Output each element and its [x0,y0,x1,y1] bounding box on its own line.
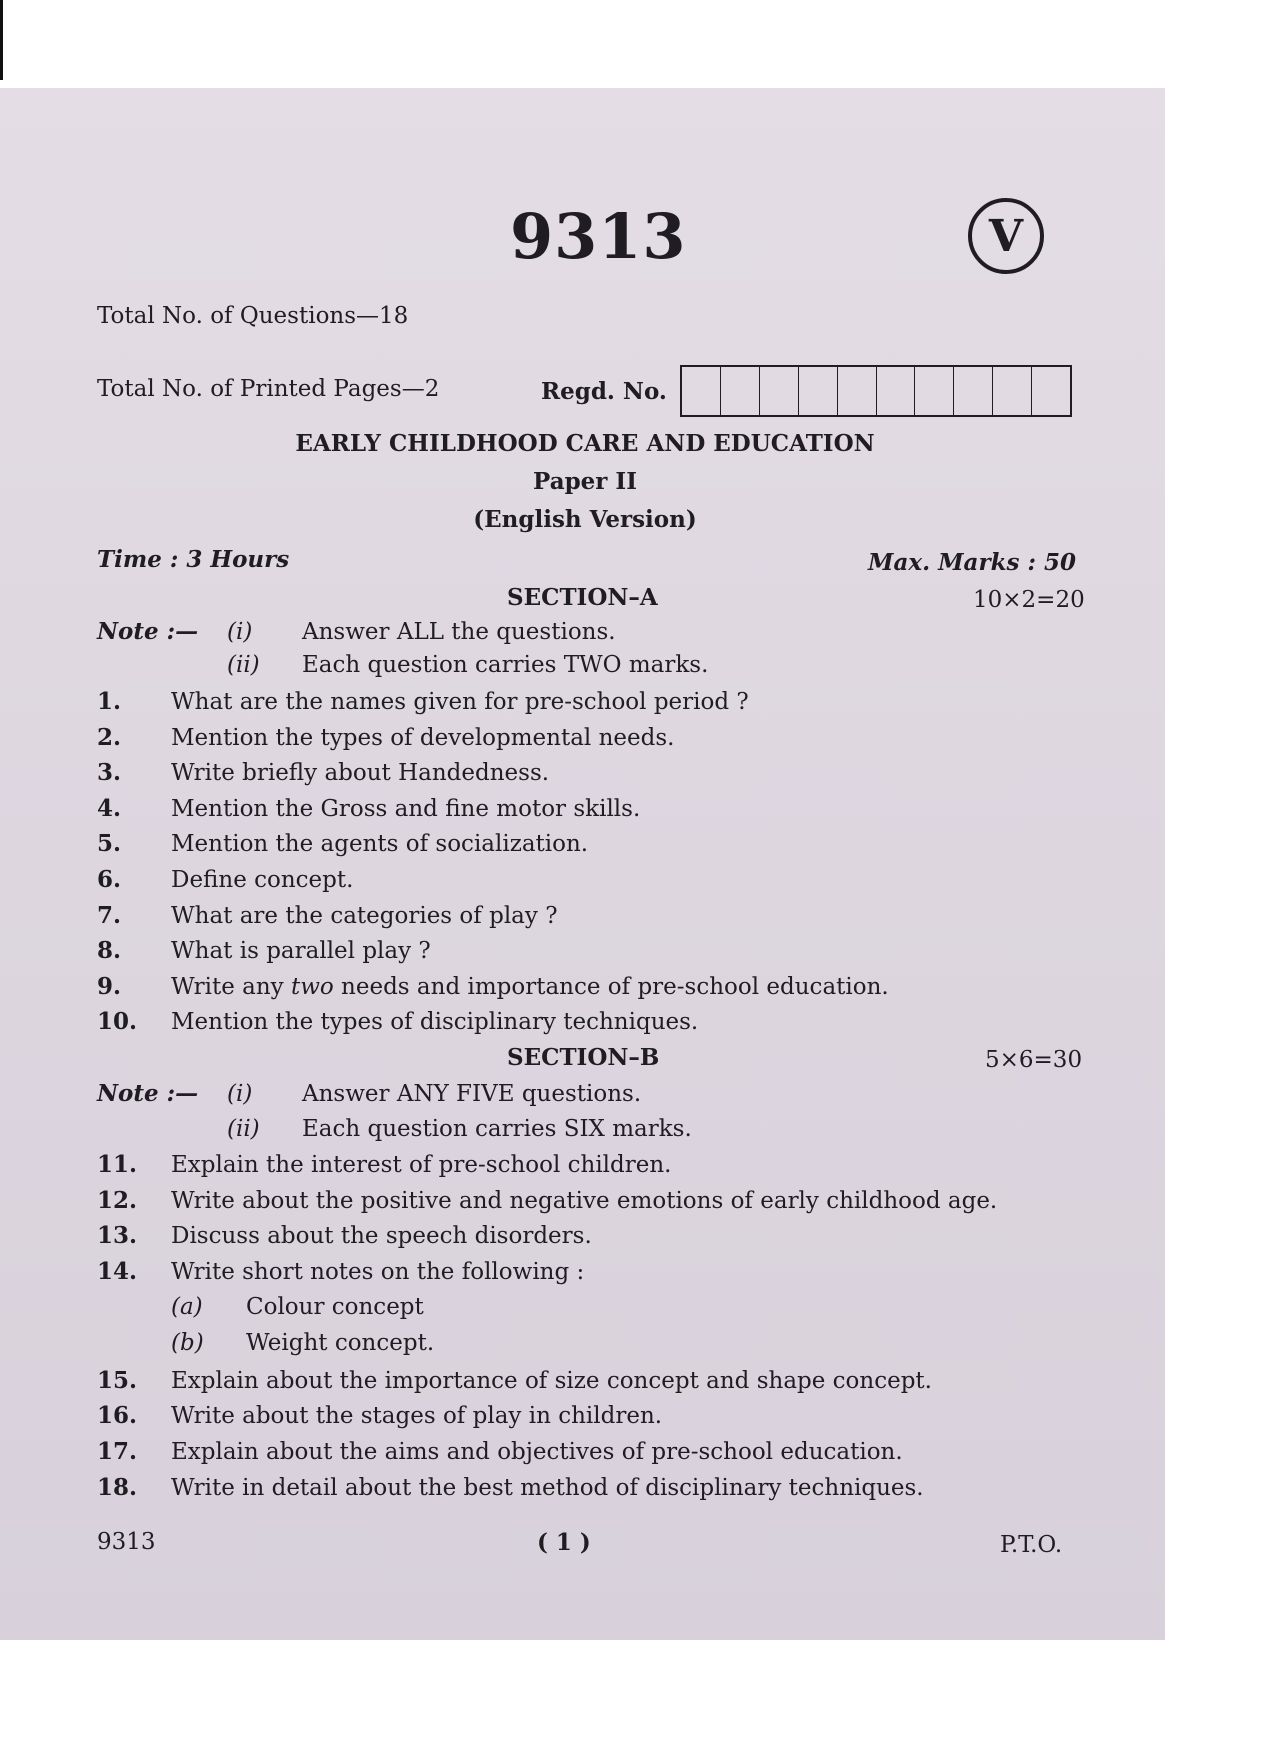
question-13: 13. Discuss about the speech disorders. [97,1222,592,1249]
regd-digit-box[interactable] [915,367,954,415]
question-14-part-a: (a) Colour concept [171,1294,424,1320]
question-16: 16. Write about the stages of play in children. [97,1402,663,1429]
section-b-title: SECTION–B [507,1044,660,1071]
regd-digit-box[interactable] [721,367,760,415]
regd-digit-box[interactable] [682,367,721,415]
question-9: 9. Write any two needs and importance of pre-school education. [97,973,889,1000]
total-pages: Total No. of Printed Pages—2 [97,376,440,402]
paper-number: Paper II [533,468,637,495]
question-10: 10. Mention the types of disciplinary techniques. [97,1008,699,1035]
question-14: 14. Write short notes on the following : [97,1258,585,1285]
regd-digit-box[interactable] [993,367,1032,415]
question-5: 5. Mention the agents of socialization. [97,830,589,857]
note-label: Note :— [97,618,199,645]
subject-title: EARLY CHILDHOOD CARE AND EDUCATION [295,430,875,457]
section-a-note-1: Note :— (i) Answer ALL the questions. [97,618,616,645]
section-b-marks: 5×6=30 [985,1047,1083,1073]
paper-version: (English Version) [473,506,697,533]
paper-code-heading: 9313 [510,200,687,273]
regd-digit-box[interactable] [838,367,877,415]
question-17: 17. Explain about the aims and objectives of pre-school education. [97,1438,903,1465]
scan-edge [0,0,3,80]
question-14-part-b: (b) Weight concept. [171,1330,435,1356]
question-8: 8. What is parallel play ? [97,937,431,964]
pto-marker: P.T.O. [1000,1532,1063,1558]
regd-digit-box[interactable] [954,367,993,415]
regd-digit-box[interactable] [877,367,916,415]
regd-digit-box[interactable] [760,367,799,415]
question-7: 7. What are the categories of play ? [97,902,558,929]
question-18: 18. Write in detail about the best method of disciplinary techniques. [97,1474,924,1501]
question-4: 4. Mention the Gross and fine motor skills. [97,795,641,822]
regd-digit-box[interactable] [799,367,838,415]
regd-label: Regd. No. [541,378,667,405]
question-1: 1. What are the names given for pre-school period ? [97,688,749,715]
question-11: 11. Explain the interest of pre-school children. [97,1151,672,1178]
regd-digit-box[interactable] [1032,367,1070,415]
regd-number-boxes[interactable] [680,365,1072,417]
time-allowed: Time : 3 Hours [97,546,290,573]
question-12: 12. Write about the positive and negative emotions of early childhood age. [97,1187,998,1214]
version-badge: V [968,198,1044,274]
question-2: 2. Mention the types of developmental needs. [97,724,675,751]
section-a-note-2: (ii) Each question carries TWO marks. [227,652,709,678]
section-b-note-2: (ii) Each question carries SIX marks. [227,1116,692,1142]
section-a-marks: 10×2=20 [973,587,1085,613]
question-3: 3. Write briefly about Handedness. [97,759,550,786]
footer-code: 9313 [97,1529,156,1555]
total-questions: Total No. of Questions—18 [97,303,409,329]
section-a-title: SECTION–A [507,584,658,611]
max-marks: Max. Marks : 50 [868,549,1076,576]
page-number: ( 1 ) [537,1529,591,1556]
note-label: Note :— [97,1080,199,1107]
question-6: 6. Define concept. [97,866,354,893]
section-b-note-1: Note :— (i) Answer ANY FIVE questions. [97,1080,642,1107]
question-15: 15. Explain about the importance of size concept and shape concept. [97,1367,932,1394]
